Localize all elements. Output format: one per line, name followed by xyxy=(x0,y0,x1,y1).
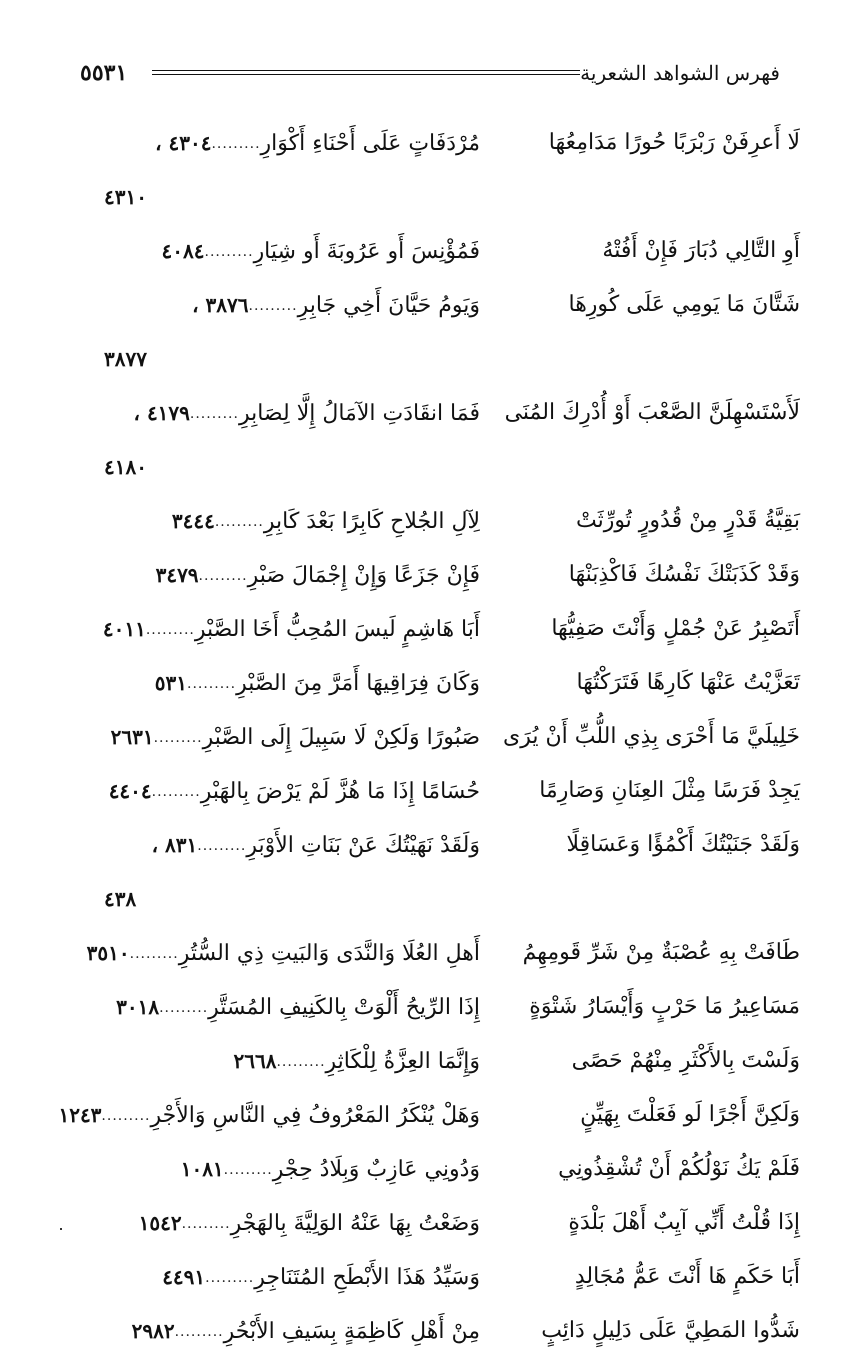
index-entry xyxy=(80,1040,800,1094)
page-number: ٥٥٣١ xyxy=(80,60,128,86)
verse-second-hemistich-with-ref xyxy=(80,500,480,543)
leader-dots: ......... xyxy=(153,730,203,746)
reference-number: ٣٤٧٩ xyxy=(155,563,199,587)
index-entry xyxy=(80,122,800,230)
leader-dots: ......... xyxy=(181,1216,231,1232)
verse-second-hemistich-with-ref xyxy=(80,932,480,975)
leader-dots: ......... xyxy=(174,1324,224,1340)
index-entry xyxy=(80,1310,800,1364)
index-entry xyxy=(80,1202,800,1256)
reference-continuation: ٤٣١٠ xyxy=(104,185,147,209)
reference-number: ٤٠٨٤ xyxy=(161,239,205,263)
reference-continuation: ٣٨٧٧ xyxy=(104,347,147,371)
verse-first-hemistich: وَلَقَدْ جَنَيْتُكَ أَكْمُؤًا وَعَسَاقِلًا xyxy=(566,832,800,857)
verse-first-hemistich: وَلَكِنَّ أَجْرًا لَو فَعَلْتَ بِهَيِّنٍ xyxy=(580,1102,800,1127)
verse-second-hemistich-with-ref xyxy=(80,1310,480,1353)
verse-first-hemistich: بَقِيَّةُ قَدْرٍ مِنْ قُدُورٍ تُورِّثَتْ xyxy=(575,508,800,533)
reference-number: ١٠٨١ xyxy=(180,1157,224,1181)
verse-second-hemistich: فَإِنْ جَزَعًا وَإِنْ إِجْمَالَ صَبْرِ xyxy=(247,563,480,588)
reference-number: ٢٩٨٢ xyxy=(131,1319,175,1343)
leader-dots: ......... xyxy=(159,1000,209,1016)
verse-second-hemistich: فَمُؤْنِسَ أَو عَرُوبَةَ أَو شِيَارِ xyxy=(253,239,480,264)
reference-number: ٤٣٠٤ ، xyxy=(155,131,212,155)
verse-second-hemistich-with-ref xyxy=(80,608,480,651)
verse-first-hemistich: شَتَّانَ مَا يَومِي عَلَى كُورِهَا xyxy=(568,292,800,317)
verse-first-hemistich: شَدُّوا المَطِيَّ عَلَى دَلِيلٍ دَائِبٍ xyxy=(541,1318,800,1343)
verse-first-hemistich: يَجِدْ فَرَسًا مِثْلَ العِنَانِ وَصَارِمًا xyxy=(539,778,800,803)
verse-second-hemistich-with-ref xyxy=(80,392,480,435)
index-entry xyxy=(80,662,800,716)
verse-second-hemistich: إِذَا الرِّيحُ أَلْوَتْ بِالكَنِيفِ المُسَتَّرِ xyxy=(208,995,480,1020)
verse-second-hemistich-with-ref xyxy=(80,1256,480,1299)
reference-number: ٢٦٣١ xyxy=(110,725,154,749)
verse-second-hemistich-with-ref xyxy=(80,284,480,327)
verse-second-hemistich: أَهلِ العُلَا وَالنَّدَى وَالبَيتِ ذِي السُّتُرِ xyxy=(178,941,480,966)
verse-second-hemistich: وَضَعْتُ بِهَا عَنْهُ الوَلِيَّةَ بِالهَجْرِ xyxy=(230,1211,480,1236)
verse-first-hemistich: خَلِيلَيَّ مَا أَحْرَى بِذِي اللُّبِّ أَنْ يُرَى xyxy=(503,724,800,749)
index-entry xyxy=(80,1256,800,1310)
reference-number: ٢٦٦٨ xyxy=(233,1049,277,1073)
index-entry xyxy=(80,230,800,284)
verse-second-hemistich: وَإِنَّمَا العِزَّةُ لِلْكَاثِرِ xyxy=(325,1049,480,1074)
reference-number: ٣٠١٨ xyxy=(116,995,160,1019)
verse-first-hemistich: فَلَمْ يَكُ نَوْلُكُمْ أَنْ تُشْقِذُونِي xyxy=(558,1156,800,1181)
leader-dots: ......... xyxy=(223,1162,273,1178)
verse-second-hemistich-with-ref xyxy=(80,1148,480,1191)
index-entry xyxy=(80,932,800,986)
verse-first-hemistich: مَسَاعِيرُ مَا حَرْبٍ وَأَيْسَارُ شَتْوَةٍ xyxy=(529,994,800,1019)
index-entry xyxy=(80,770,800,824)
reference-number: ٤١٧٩ ، xyxy=(133,401,190,425)
verse-second-hemistich-with-ref xyxy=(80,1040,480,1083)
verse-second-hemistich: وَهَلْ يُنْكَرُ المَعْرُوفُ فِي النَّاسِ وَالأَجْرِ xyxy=(150,1103,480,1128)
leader-dots: ......... xyxy=(205,1270,255,1286)
header-rule xyxy=(152,70,580,75)
verse-second-hemistich: وَدُونِي عَازِبٌ وَبِلَادُ حِجْرِ xyxy=(272,1157,480,1182)
verse-first-hemistich: إِذَا قُلْتُ أَنِّي آيِبٌ أَهْلَ بَلْدَةٍ xyxy=(568,1210,800,1235)
verse-second-hemistich-with-ref xyxy=(80,986,480,1029)
index-entry xyxy=(80,608,800,662)
verse-index-list xyxy=(58,122,800,1364)
leader-dots: ......... xyxy=(145,622,195,638)
reference-number: ٣٥١٠ xyxy=(86,941,130,965)
leader-dots: ......... xyxy=(211,136,261,152)
verse-second-hemistich: لِآلِ الجُلاحِ كَابِرًا بَعْدَ كَابِرِ xyxy=(263,509,480,534)
index-entry xyxy=(80,500,800,554)
reference-number: ٤٤٠٤ xyxy=(108,779,152,803)
verse-second-hemistich-with-ref xyxy=(58,1094,480,1137)
verse-first-hemistich: طَافَتْ بِهِ عُصْبَةٌ مِنْ شَرِّ قَومِهِمُ xyxy=(522,940,800,965)
verse-first-hemistich: تَعَزَّيْتُ عَنْهَا كَارِهًا فَتَرَكْتُهَا xyxy=(576,670,800,695)
verse-second-hemistich-with-ref xyxy=(80,554,480,597)
reference-continuation: ٤١٨٠ xyxy=(104,455,147,479)
leader-dots: ......... xyxy=(276,1054,326,1070)
verse-second-hemistich-with-ref xyxy=(80,716,480,759)
verse-first-hemistich: أَوِ التَّالِي دُبَارَ فَإِنْ أَفُتْهُ xyxy=(602,238,800,263)
reference-number: ١٥٤٢ xyxy=(138,1211,182,1235)
verse-second-hemistich: مِنْ أَهْلِ كَاظِمَةٍ بِسَيفِ الأَبْحُرِ xyxy=(223,1319,480,1344)
verse-second-hemistich: وَلَقَدْ نَهَيْتُكَ عَنْ بَنَاتِ الأَوْبَرِ xyxy=(246,833,480,858)
leader-dots: ......... xyxy=(189,406,239,422)
index-entry xyxy=(80,986,800,1040)
index-entry xyxy=(80,824,800,932)
index-entry xyxy=(80,554,800,608)
verse-second-hemistich-with-ref xyxy=(80,1202,480,1245)
verse-second-hemistich-with-ref xyxy=(80,824,480,867)
verse-second-hemistich: مُرْدَفَاتٍ عَلَى أَحْنَاءِ أَكْوَارِ xyxy=(260,131,480,156)
verse-second-hemistich: حُسَامًا إِذَا مَا هُزَّ لَمْ يَرْضَ بِالهَبْرِ xyxy=(200,779,480,804)
verse-second-hemistich-with-ref xyxy=(80,662,480,705)
verse-first-hemistich: لَا أَعرِفَنْ رَبْرَبًا حُورًا مَدَامِعُهَا xyxy=(548,130,800,155)
running-title: فهرس الشواهد الشعرية xyxy=(580,61,780,85)
verse-second-hemistich: وَكَانَ فِرَاقِيهَا أَمَرَّ مِنَ الصَّبْرِ xyxy=(236,671,480,696)
index-entry xyxy=(58,1094,800,1148)
leader-dots: ......... xyxy=(187,676,237,692)
print-speck xyxy=(60,1228,62,1230)
verse-second-hemistich: صَبُورًا وَلَكِنْ لَا سَبِيلَ إِلَى الصَّبْرِ xyxy=(202,725,480,750)
verse-second-hemistich: وَيَومُ حَيَّانَ أَخِي جَابِرِ xyxy=(297,293,480,318)
leader-dots: ......... xyxy=(151,784,201,800)
verse-first-hemistich: وَقَدْ كَذَبَتْكَ نَفْسُكَ فَاكْذِبَنْهَا xyxy=(568,562,800,587)
leader-dots: ......... xyxy=(248,298,298,314)
verse-first-hemistich: لَأَسْتَسْهِلَنَّ الصَّعْبَ أَوْ أُدْرِكَ المُنَى xyxy=(504,400,800,425)
index-entry xyxy=(80,716,800,770)
reference-number: ٨٣١ ، xyxy=(151,833,198,857)
leader-dots: ......... xyxy=(214,514,264,530)
reference-number: ١٢٤٣ xyxy=(58,1103,102,1127)
reference-number: ٤٤٩١ xyxy=(162,1265,206,1289)
index-entry xyxy=(80,392,800,500)
verse-first-hemistich: وَلَسْتَ بِالأَكْثَرِ مِنْهُمْ حَصًى xyxy=(571,1048,800,1073)
page-header xyxy=(80,58,780,92)
leader-dots: ......... xyxy=(197,838,247,854)
verse-second-hemistich-with-ref xyxy=(80,230,480,273)
verse-second-hemistich-with-ref xyxy=(80,770,480,813)
index-entry xyxy=(80,1148,800,1202)
leader-dots: ......... xyxy=(198,568,248,584)
reference-number: ٣٨٧٦ ، xyxy=(192,293,249,317)
leader-dots: ......... xyxy=(129,946,179,962)
reference-number: ٣٤٤٤ xyxy=(171,509,215,533)
reference-continuation: ٤٣٨ xyxy=(104,887,137,911)
verse-second-hemistich-with-ref xyxy=(80,122,480,165)
verse-first-hemistich: أَتَصْبِرُ عَنْ جُمْلٍ وَأَنْتَ صَفِيُّهَا xyxy=(551,616,800,641)
leader-dots: ......... xyxy=(101,1108,151,1124)
verse-second-hemistich: فَمَا انقَادَتِ الآمَالُ إِلَّا لِصَابِرِ xyxy=(238,401,480,426)
verse-first-hemistich: أَبَا حَكَمٍ هَا أَنْتَ عَمُّ مُجَالِدٍ xyxy=(574,1264,800,1289)
reference-number: ٥٣١ xyxy=(154,671,187,695)
index-entry xyxy=(80,284,800,392)
verse-second-hemistich: وَسَيِّدُ هَذَا الأَبْطَحِ المُتَنَاجِرِ xyxy=(254,1265,480,1290)
verse-second-hemistich: أَبَا هَاشِمٍ لَيسَ المُحِبُّ أَخَا الصَّبْرِ xyxy=(194,617,480,642)
reference-number: ٤٠١١ xyxy=(102,617,146,641)
leader-dots: ......... xyxy=(204,244,254,260)
